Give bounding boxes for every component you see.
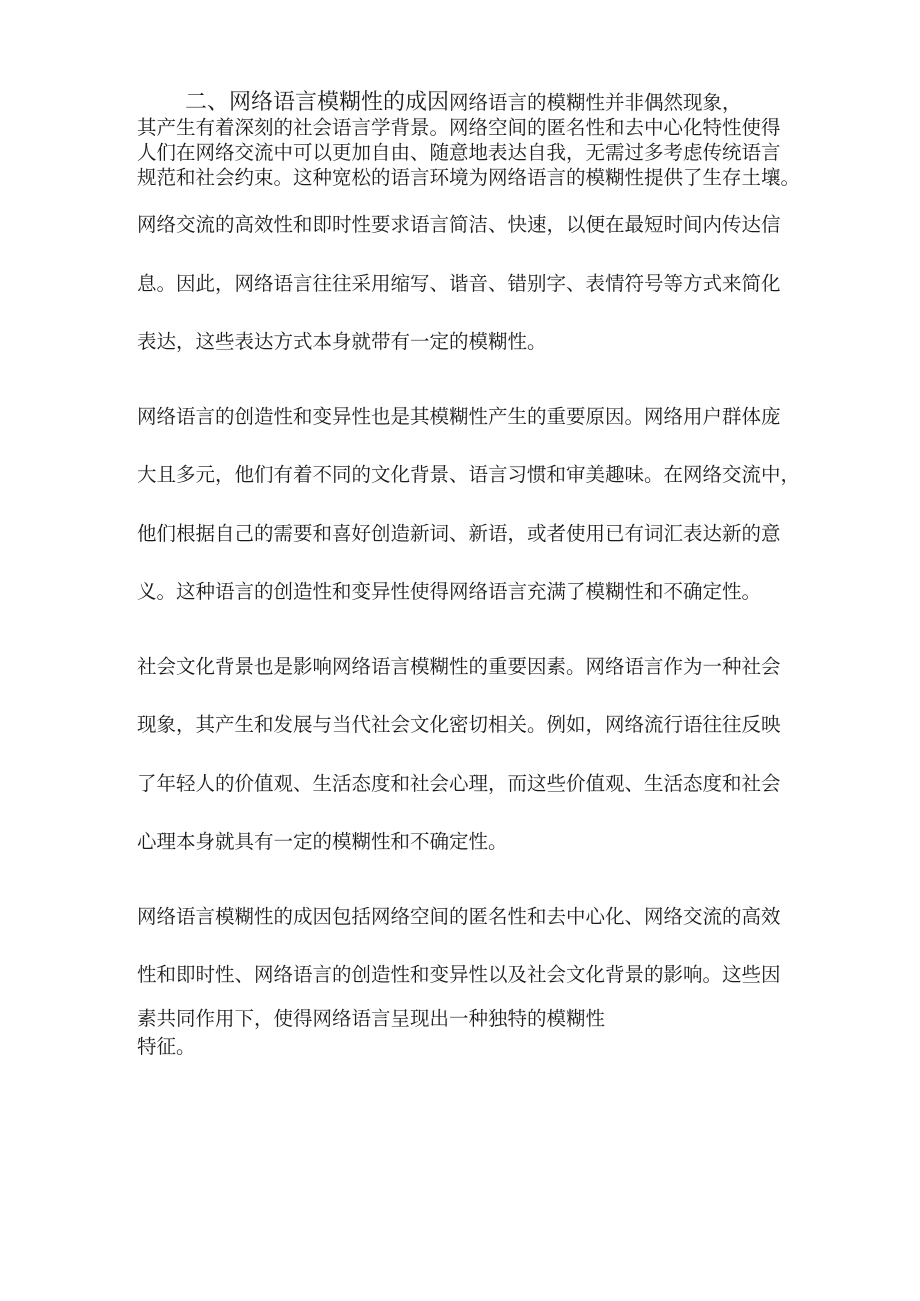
intro-line: 网络语言的模糊性并非偶然现象， (449, 91, 742, 114)
paragraph-line: 表达，这些表达方式本身就带有一定的模糊性。 (137, 330, 547, 353)
paragraph-line: 素共同作用下，使得网络语言呈现出一种独特的模糊性 (137, 1006, 606, 1030)
paragraph-line: 大且多元，他们有着不同的文化背景、语言习惯和审美趣味。在网络交流中， (137, 463, 801, 486)
paragraph-line: 义。这种语言的创造性和变异性使得网络语言充满了模糊性和不确定性。 (137, 580, 762, 603)
intro-block (137, 90, 820, 190)
paragraph-line: 了年轻人的价值观、生活态度和社会心理，而这些价值观、生活态度和社会 (137, 771, 781, 795)
intro-line: 规范和社会约束。这种宽松的语言环境为网络语言的模糊性提供了生存土壤。 (137, 166, 801, 189)
intro-line: 其产生有着深刻的社会语言学背景。网络空间的匿名性和去中心化特性使得 (137, 116, 781, 139)
paragraph-efficiency (137, 196, 820, 372)
paragraph-line: 他们根据自己的需要和喜好创造新词、新语，或者使用已有词汇表达新的意 (137, 521, 781, 545)
paragraph-line: 性和即时性、网络语言的创造性和变异性以及社会文化背景的影响。这些因 (137, 963, 781, 986)
paragraph-line: 息。因此，网络语言往往采用缩写、谐音、错别字、表情符号等方式来简化 (137, 271, 781, 295)
paragraph-line: 心理本身就具有一定的模糊性和不确定性。 (137, 830, 508, 853)
section-heading: 二、网络语言模糊性的成因 (185, 90, 450, 115)
section-heading-line (137, 90, 820, 115)
paragraph-culture (137, 638, 820, 872)
intro-line: 人们在网络交流中可以更加自由、随意地表达自我，无需过多考虑传统语言 (137, 141, 781, 164)
paragraph-creativity (137, 388, 820, 622)
paragraph-summary (137, 888, 820, 1061)
paragraph-line: 网络交流的高效性和即时性要求语言简洁、快速，以便在最短时间内传达信 (137, 213, 781, 236)
paragraph-line: 网络语言的创造性和变异性也是其模糊性产生的重要原因。网络用户群体庞 (137, 404, 781, 428)
paragraph-line: 现象，其产生和发展与当代社会文化密切相关。例如，网络流行语往往反映 (137, 713, 781, 736)
paragraph-line: 特征。 (137, 1034, 196, 1058)
paragraph-line: 网络语言模糊性的成因包括网络空间的匿名性和去中心化、网络交流的高效 (137, 904, 781, 928)
paragraph-line: 社会文化背景也是影响网络语言模糊性的重要因素。网络语言作为一种社会 (137, 654, 781, 678)
